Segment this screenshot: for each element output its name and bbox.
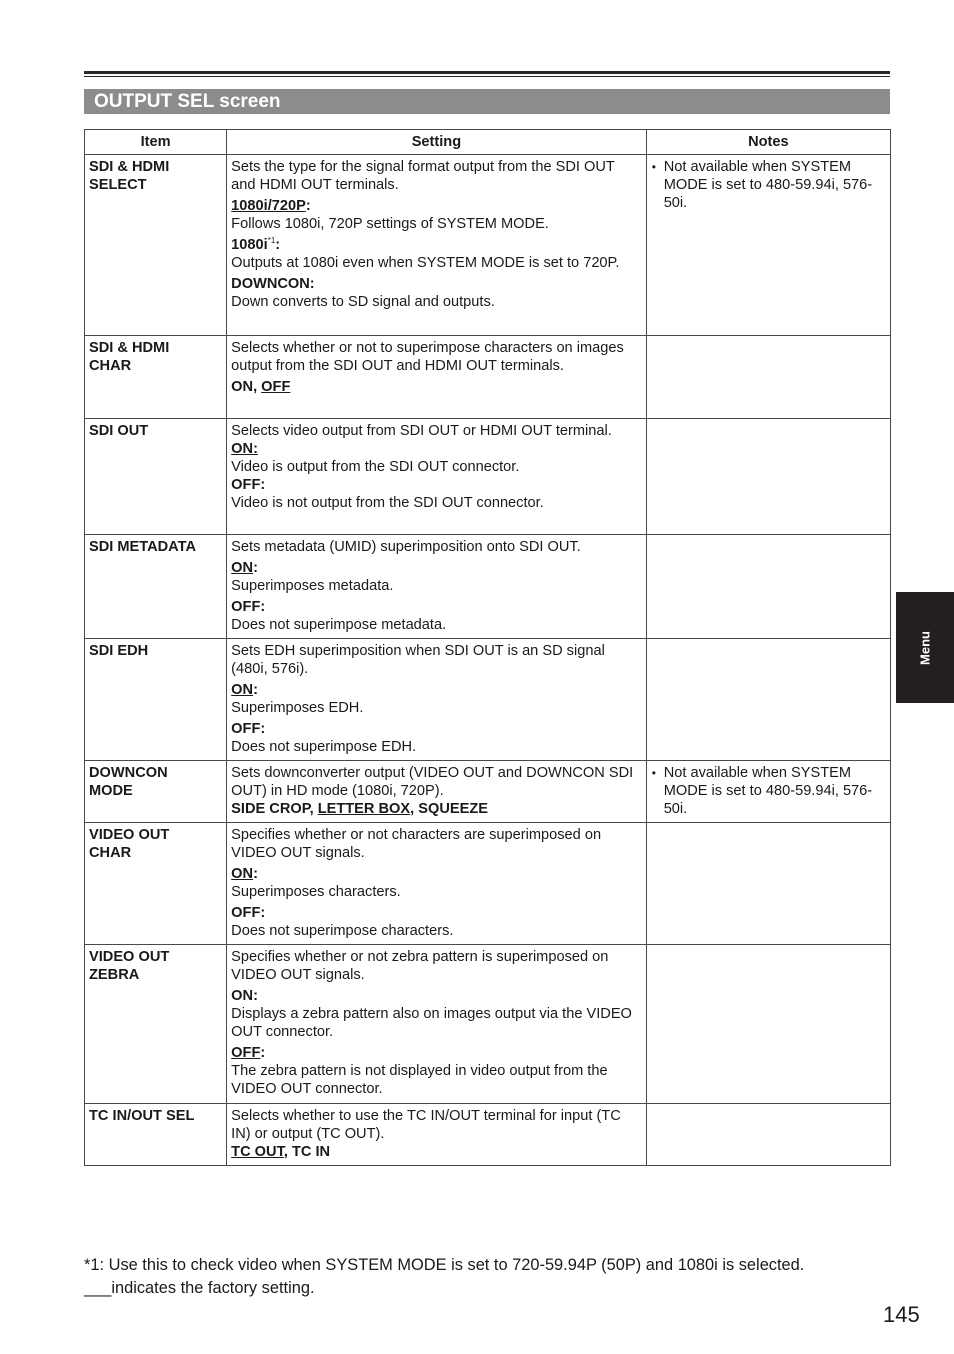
option-description: Follows 1080i, 720P settings of SYSTEM MODE.	[231, 216, 549, 232]
table-row	[85, 823, 891, 945]
option-label: 1080i/720P:	[231, 198, 311, 214]
option-label: DOWNCON:	[231, 276, 315, 292]
factory-setting-note: ___indicates the factory setting.	[84, 1279, 315, 1297]
table-header-row	[85, 130, 891, 155]
footnote-1: *1: Use this to check video when SYSTEM MODE is set to 720-59.94P (50P) and 1080i is selected.	[84, 1256, 805, 1274]
option-description: Video is not output from the SDI OUT connector.	[231, 495, 544, 511]
option-label: ON:	[231, 682, 258, 698]
top-rule-thick	[84, 71, 890, 74]
option-label: ON:	[231, 988, 258, 1004]
item-cell: SDI OUT	[85, 419, 227, 535]
option-description: Superimposes metadata.	[231, 578, 394, 594]
header-notes: Notes	[646, 130, 890, 155]
setting-cell	[227, 336, 647, 419]
setting-description: Selects whether to use the TC IN/OUT terminal for input (TC IN) or output (TC OUT).	[231, 1108, 621, 1142]
item-cell: VIDEO OUT CHAR	[85, 823, 227, 945]
setting-description: Specifies whether or not zebra pattern is superimposed on VIDEO OUT signals.	[231, 949, 609, 983]
option-description: Down converts to SD signal and outputs.	[231, 294, 495, 310]
item-cell: SDI & HDMI CHAR	[85, 336, 227, 419]
setting-description: Specifies whether or not characters are superimposed on VIDEO OUT signals.	[231, 827, 602, 861]
notes-cell	[646, 535, 890, 639]
option-label: $1080i^{*1}$:	[231, 236, 281, 253]
option-description: Outputs at 1080i even when SYSTEM MODE is set to 720P.	[231, 255, 620, 271]
table-row	[85, 639, 891, 761]
item-cell: SDI METADATA	[85, 535, 227, 639]
setting-cell	[227, 155, 647, 336]
option-label: ON:	[231, 866, 258, 882]
table-row	[85, 1104, 891, 1166]
option-label: OFF:	[231, 1045, 266, 1061]
notes-cell	[646, 155, 890, 336]
notes-cell	[646, 761, 890, 823]
option-description: Superimposes characters.	[231, 884, 401, 900]
setting-description: Sets EDH superimposition when SDI OUT is an SD signal (480i, 576i).	[231, 643, 605, 677]
option-label: OFF:	[231, 905, 266, 921]
output-sel-table	[84, 129, 891, 1166]
option-description: Video is output from the SDI OUT connector.	[231, 459, 520, 475]
menu-side-tab	[896, 592, 954, 703]
top-rule-thin	[84, 76, 890, 77]
option-label: ON:	[231, 441, 258, 457]
table-row	[85, 535, 891, 639]
note-item: • Not available when SYSTEM MODE is set to 480-59.94i, 576-50i.	[664, 158, 886, 212]
table-row	[85, 945, 891, 1104]
setting-cell	[227, 761, 647, 823]
option-description: The zebra pattern is not displayed in video output from the VIDEO OUT connector.	[231, 1063, 608, 1097]
note-item: • Not available when SYSTEM MODE is set to 480-59.94i, 576-50i.	[664, 764, 886, 818]
setting-description: Selects video output from SDI OUT or HDMI OUT terminal.	[231, 423, 612, 439]
option-description: Does not superimpose characters.	[231, 923, 454, 939]
notes-cell	[646, 419, 890, 535]
item-cell: SDI & HDMI SELECT	[85, 155, 227, 336]
header-setting: Setting	[227, 130, 647, 155]
table-row	[85, 761, 891, 823]
item-cell: DOWNCON MODE	[85, 761, 227, 823]
item-cell: VIDEO OUT ZEBRA	[85, 945, 227, 1104]
setting-description: Selects whether or not to superimpose characters on images output from the SDI OUT and HDMI OUT terminals.	[231, 340, 624, 374]
side-tab-label: Menu	[917, 630, 933, 665]
setting-cell	[227, 945, 647, 1104]
setting-cell	[227, 419, 647, 535]
page-number: 145	[883, 1302, 920, 1327]
footnote-ref: *1	[267, 236, 276, 246]
notes-cell	[646, 336, 890, 419]
notes-cell	[646, 1104, 890, 1166]
option-values: SIDE CROP, LETTER BOX, SQUEEZE	[231, 801, 488, 817]
table-row	[85, 419, 891, 535]
table-row	[85, 336, 891, 419]
setting-cell	[227, 1104, 647, 1166]
notes-cell	[646, 639, 890, 761]
table-row	[85, 155, 891, 336]
notes-cell	[646, 945, 890, 1104]
option-values: TC OUT, TC IN	[231, 1144, 331, 1160]
setting-description: Sets metadata (UMID) superimposition onto SDI OUT.	[231, 539, 581, 555]
notes-cell	[646, 823, 890, 945]
option-description: Does not superimpose EDH.	[231, 739, 417, 755]
option-label: OFF:	[231, 477, 266, 493]
option-label: OFF:	[231, 721, 266, 737]
option-description: Does not superimpose metadata.	[231, 617, 447, 633]
option-values: ON, OFF	[231, 379, 291, 395]
option-description: Superimposes EDH.	[231, 700, 364, 716]
option-label: OFF:	[231, 599, 266, 615]
option-description: Displays a zebra pattern also on images output via the VIDEO OUT connector.	[231, 1006, 632, 1040]
item-cell: TC IN/OUT SEL	[85, 1104, 227, 1166]
setting-cell	[227, 639, 647, 761]
setting-cell	[227, 535, 647, 639]
section-title: OUTPUT SEL screen	[84, 89, 890, 114]
header-item: Item	[85, 130, 227, 155]
item-cell: SDI EDH	[85, 639, 227, 761]
setting-description: Sets the type for the signal format output from the SDI OUT and HDMI OUT terminals.	[231, 159, 615, 193]
option-label: ON:	[231, 560, 258, 576]
setting-description: Sets downconverter output (VIDEO OUT and DOWNCON SDI OUT) in HD mode (1080i, 720P).	[231, 765, 634, 799]
setting-cell	[227, 823, 647, 945]
